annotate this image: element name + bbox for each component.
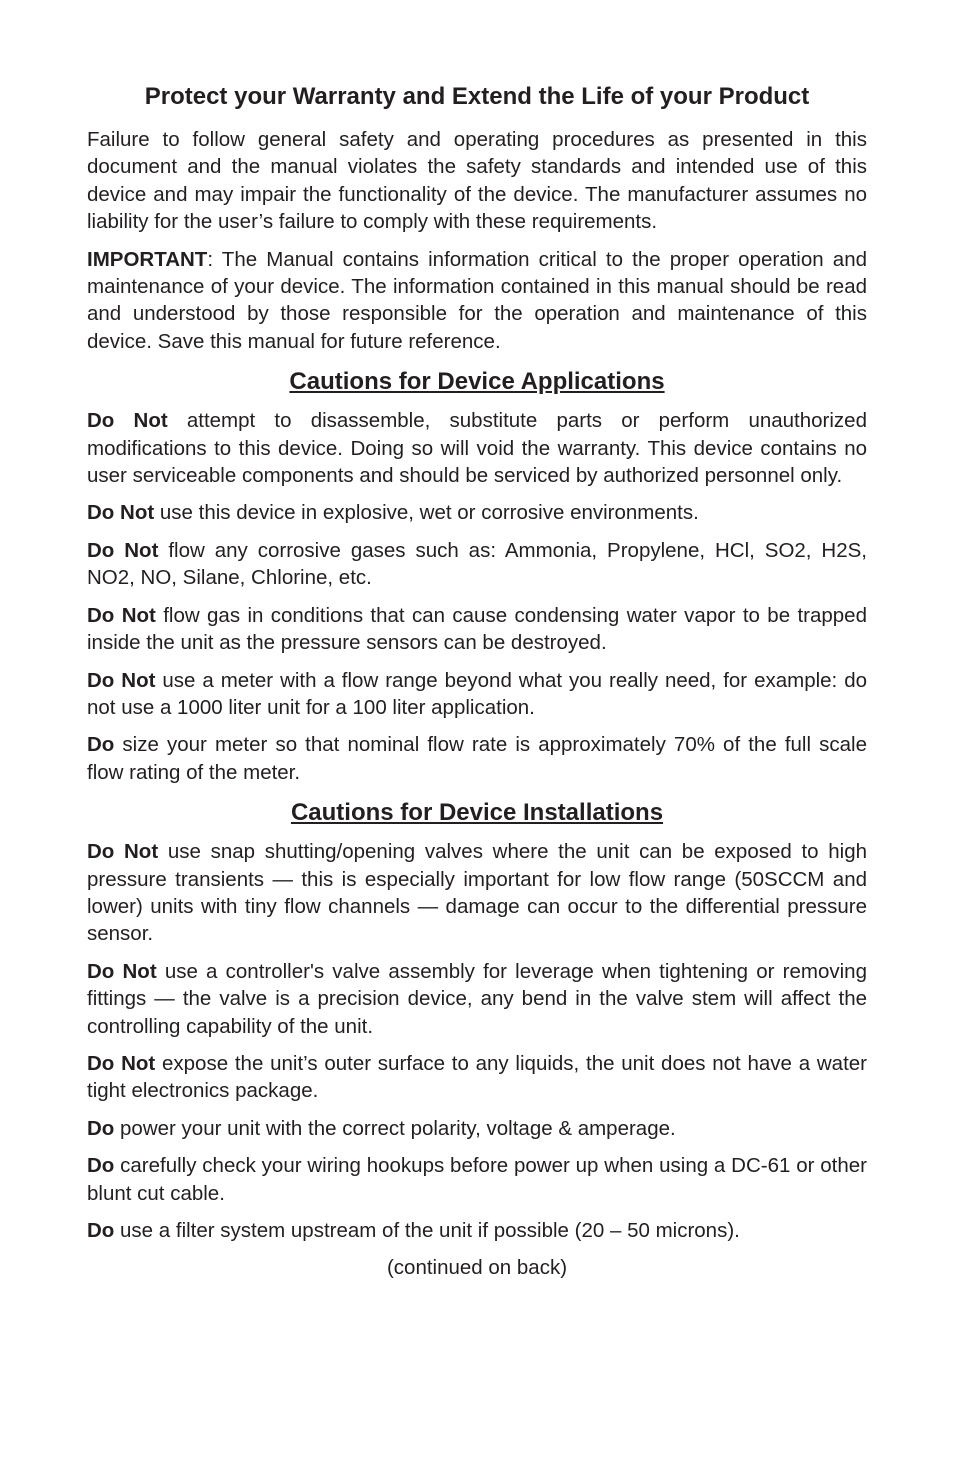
caution-item xyxy=(87,731,867,786)
caution-text: attempt to disassemble, substitute parts or perform unauthorized modifications to this device. Doing so will void the warranty. This device contains no user serviceable components and should be serviced by authorized personnel only. xyxy=(87,409,867,488)
caution-item xyxy=(87,1217,867,1244)
caution-lead: Do Not xyxy=(87,959,157,983)
important-label: IMPORTANT xyxy=(87,247,208,271)
caution-item xyxy=(87,499,867,526)
caution-lead: Do Not xyxy=(87,501,155,525)
caution-lead: Do Not xyxy=(87,603,156,627)
important-paragraph xyxy=(87,246,867,356)
caution-lead: Do Not xyxy=(87,538,159,562)
caution-item xyxy=(87,667,867,722)
caution-lead: Do Not xyxy=(87,840,159,864)
caution-text: power your unit with the correct polarity, voltage & amperage. xyxy=(114,1116,676,1140)
intro-paragraph: Failure to follow general safety and operating procedures as presented in this document and the manual violates the safety standards and intended use of this device and may impair the functionality of the device. The manufacturer assumes no liability for the user’s failure to comply with these requirements. xyxy=(87,128,867,234)
caution-lead: Do Not xyxy=(87,1051,156,1075)
caution-item xyxy=(87,1050,867,1105)
caution-text: flow any corrosive gases such as: Ammonia, Propylene, HCl, SO2, H2S, NO2, NO, Silane, Chlorine, etc. xyxy=(87,538,867,590)
caution-lead: Do xyxy=(87,1154,115,1178)
applications-heading: Cautions for Device Applications xyxy=(289,368,665,396)
caution-text: use this device in explosive, wet or corrosive environments. xyxy=(154,501,699,525)
caution-lead: Do Not xyxy=(87,668,156,692)
caution-lead: Do xyxy=(87,733,115,757)
page-title: Protect your Warranty and Extend the Life of your Product xyxy=(144,83,810,110)
caution-text: carefully check your wiring hookups before power up when using a DC-61 or other blunt cut cable. xyxy=(87,1154,867,1205)
continued-note: (continued on back) xyxy=(386,1256,568,1280)
caution-text: use a filter system upstream of the unit if possible (20 – 50 microns). xyxy=(114,1219,740,1242)
caution-text: use a controller's valve assembly for leverage when tightening or removing fittings — the valve is a precision device, any bend in the valve stem will affect the controlling capability of the unit. xyxy=(87,959,867,1038)
caution-lead: Do Not xyxy=(87,409,168,433)
caution-item xyxy=(87,1152,867,1207)
caution-text: flow gas in conditions that can cause condensing water vapor to be trapped inside the unit as the pressure sensors can be destroyed. xyxy=(87,603,867,655)
caution-lead: Do xyxy=(87,1219,115,1242)
caution-lead: Do xyxy=(87,1116,115,1140)
caution-item xyxy=(87,958,867,1040)
caution-text: expose the unit’s outer surface to any liquids, the unit does not have a water tight electronics package. xyxy=(87,1051,867,1103)
caution-item xyxy=(87,838,867,948)
caution-item xyxy=(87,407,867,489)
caution-text: use snap shutting/opening valves where the unit can be exposed to high pressure transients — this is especially important for low flow range (50SCCM and lower) units with tiny flow channels — damage can occur to the differential pressure sensor. xyxy=(87,840,867,946)
caution-text: use a meter with a flow range beyond what you really need, for example: do not use a 1000 liter unit for a 100 liter application. xyxy=(87,668,867,719)
installations-heading: Cautions for Device Installations xyxy=(290,799,664,827)
caution-item xyxy=(87,1115,867,1142)
caution-item xyxy=(87,537,867,592)
important-text: : The Manual contains information critical to the proper operation and maintenance of your device. The information contained in this manual should be read and understood by those responsible for the operation and maintenance of this device. Save this manual for future reference. xyxy=(87,247,867,353)
caution-text: size your meter so that nominal flow rate is approximately 70% of the full scale flow rating of the meter. xyxy=(87,733,867,784)
document-page xyxy=(87,80,867,1282)
caution-item xyxy=(87,602,867,657)
